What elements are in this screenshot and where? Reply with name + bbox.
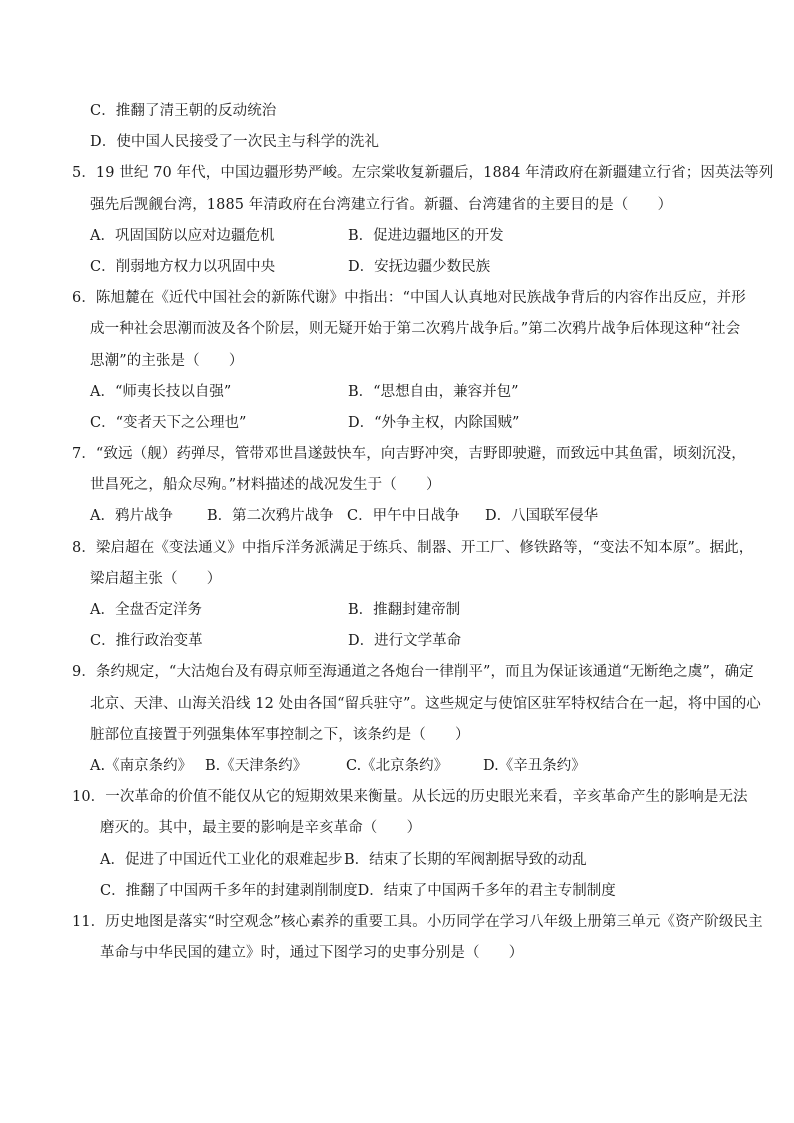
q10-option-b: B．结束了长期的军阀割据导致的动乱 bbox=[344, 851, 587, 868]
q11-stem-line2: 革命与中华民国的建立》时，通过下图学习的史事分别是（ ） bbox=[100, 945, 524, 962]
q10-option-c: C．推翻了中国两千多年的封建剥削制度 bbox=[100, 882, 358, 899]
q10-option-a: A．促进了中国近代工业化的艰难起步 bbox=[100, 851, 343, 868]
q9-option-a: A.《南京条约》 bbox=[90, 757, 193, 774]
q8-stem-line1: 8．梁启超在《变法通义》中指斥洋务派满足于练兵、制器、开工厂、修铁路等，“变法不知本原”。据此， bbox=[72, 539, 754, 556]
q10-options-row1 bbox=[72, 845, 732, 876]
q6-stem-line2: 成一种社会思潮而波及各个阶层，则无疑开始于第二次鸦片战争后。”第二次鸦片战争后体现这种“社会 bbox=[90, 321, 741, 338]
q5-option-b: B．促进边疆地区的开发 bbox=[348, 227, 504, 244]
q8-options-row2 bbox=[72, 626, 732, 657]
q7-option-a: A．鸦片战争 bbox=[90, 508, 173, 525]
q6-option-c: C．“变者天下之公理也” bbox=[90, 414, 247, 431]
q9-option-d: D.《辛丑条约》 bbox=[483, 757, 586, 774]
q9-stem-line1: 9．条约规定，“大沽炮台及有碍京师至海通道之各炮台一律削平”，而且为保证该通道“无断绝之虞”，确定 bbox=[72, 664, 754, 681]
q5-option-c: C．削弱地方权力以巩固中央 bbox=[90, 258, 276, 275]
q5-stem-line2: 强先后觊觎台湾，1885 年清政府在台湾建立行省。新疆、台湾建省的主要目的是（ ） bbox=[90, 196, 673, 213]
q6-option-b: B．“思想自由，兼容并包” bbox=[348, 383, 519, 400]
q8-option-a: A．全盘否定洋务 bbox=[90, 602, 202, 618]
q5-option-a: A．巩固国防以应对边疆危机 bbox=[90, 227, 275, 244]
q9-option-c: C.《北京条约》 bbox=[346, 757, 449, 774]
q5-options-row2 bbox=[72, 252, 732, 283]
q6-options-row1 bbox=[72, 377, 732, 408]
q7-option-c: C．甲午中日战争 bbox=[347, 508, 460, 525]
q10-stem-line2: 磨灭的。其中，最主要的影响是辛亥革命（ ） bbox=[100, 820, 422, 837]
q9-options-row bbox=[72, 751, 732, 782]
q10-stem-line1: 10．一次革命的价值不能仅从它的短期效果来衡量。从长远的历史眼光来看，辛亥革命产生的影响是无法 bbox=[72, 789, 748, 806]
q8-option-b: B．推翻封建帝制 bbox=[348, 602, 461, 618]
q8-option-d: D．进行文学革命 bbox=[348, 633, 462, 650]
q7-option-d: D．八国联军侵华 bbox=[485, 508, 599, 525]
q7-stem-line1: 7．“致远（舰）药弹尽，管带邓世昌遂鼓快车，向吉野冲突，吉野即驶避，而致远中其鱼雷，顷刻沉没， bbox=[72, 446, 746, 463]
q7-option-b: B．第二次鸦片战争 bbox=[207, 508, 334, 525]
q8-options-row1 bbox=[72, 595, 732, 626]
q8-option-c: C．推行政治变革 bbox=[90, 633, 203, 650]
q7-options-row bbox=[72, 501, 732, 532]
q7-stem-line2: 世昌死之，船众尽殉。”材料描述的战况发生于（ ） bbox=[90, 477, 441, 494]
q10-option-d: D．结束了中国两千多年的君主专制制度 bbox=[357, 882, 616, 899]
exam-page bbox=[72, 96, 774, 969]
q4-option-c: C．推翻了清王朝的反动统治 bbox=[90, 103, 277, 119]
q6-stem-line3: 思潮”的主张是（ ） bbox=[90, 352, 244, 369]
q9-option-b: B.《天津条约》 bbox=[205, 757, 308, 774]
q5-options-row1 bbox=[72, 221, 732, 252]
q9-stem-line2: 北京、天津、山海关沿线 12 处由各国“留兵驻守”。这些规定与使馆区驻军特权结合在一起，将中国的心 bbox=[90, 695, 761, 712]
q6-option-d: D．“外争主权，内除国贼” bbox=[348, 414, 520, 431]
q9-stem-line3: 脏部位直接置于列强集体军事控制之下，该条约是（ ） bbox=[90, 726, 470, 743]
q6-options-row2 bbox=[72, 408, 732, 439]
q6-stem-line1: 6．陈旭麓在《近代中国社会的新陈代谢》中指出：“中国人认真地对民族战争背后的内容作出反应，并形 bbox=[72, 290, 746, 307]
q5-option-d: D．安抚边疆少数民族 bbox=[348, 258, 491, 275]
q8-stem-line2: 梁启超主张（ ） bbox=[90, 570, 222, 587]
q10-options-row2 bbox=[72, 876, 732, 907]
q6-option-a: A．“师夷长技以自强” bbox=[90, 383, 232, 400]
q11-stem-line1: 11．历史地图是落实“时空观念”核心素养的重要工具。小历同学在学习八年级上册第三单元《资产阶级民主 bbox=[72, 913, 763, 930]
q5-stem-line1: 5．19 世纪 70 年代，中国边疆形势严峻。左宗棠收复新疆后，1884 年清政府在新疆建立行省；因英法等列 bbox=[72, 165, 774, 182]
q4-option-d: D．使中国人民接受了一次民主与科学的洗礼 bbox=[90, 134, 380, 151]
